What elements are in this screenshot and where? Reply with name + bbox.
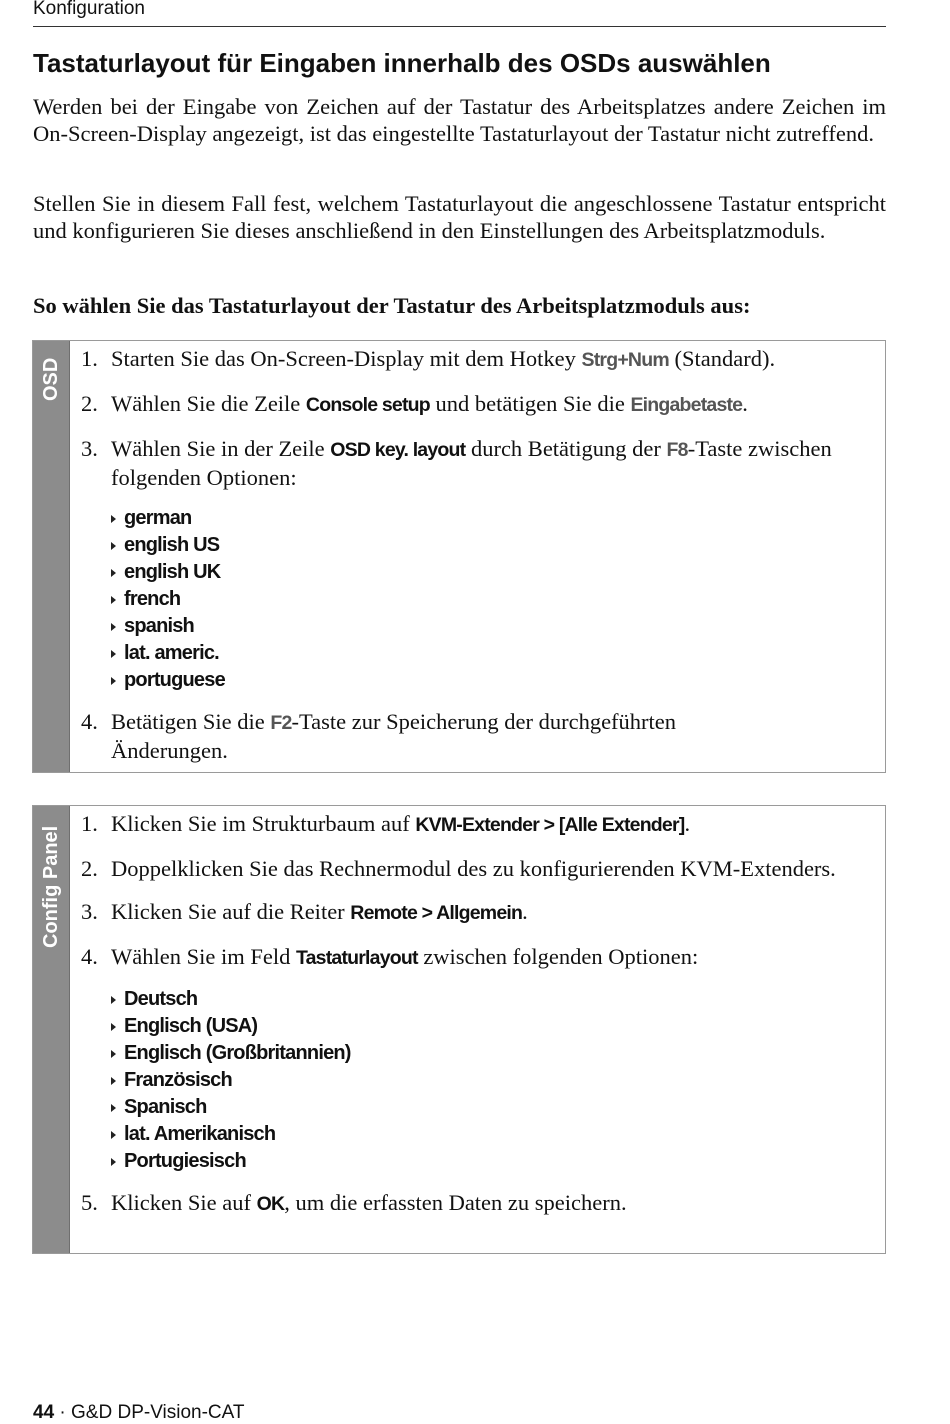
list-item: Portugiesisch <box>111 1148 871 1175</box>
osd-side-tab <box>33 341 70 772</box>
list-item: spanish <box>111 613 871 640</box>
config-step-3: 3. Klicken Sie auf die Reiter Remote > Allgemein. <box>81 899 528 924</box>
config-step-1: 1. Klicken Sie im Strukturbaum auf KVM-Extender > [Alle Extender]. <box>81 811 691 836</box>
osd-procedure-box <box>32 340 886 773</box>
config-layout-options <box>111 986 871 1175</box>
osd-side-label: OSD <box>40 357 62 401</box>
key-term: Eingabetaste <box>630 394 743 416</box>
intro-paragraph-2: Stellen Sie in diesem Fall fest, welchem Tastaturlayout die angeschlossene Tastatur entspricht und konfigurieren Sie dieses anschließend in den Einstellungen des Arbeitsplatzmoduls. <box>33 191 886 243</box>
config-panel-side-tab <box>33 806 70 1253</box>
triangle-bullet-icon <box>111 650 116 658</box>
field-term: Tastaturlayout <box>295 947 418 969</box>
triangle-bullet-icon <box>111 1050 116 1058</box>
page-footer <box>33 1402 245 1424</box>
list-item: german <box>111 505 871 532</box>
list-item: english US <box>111 532 871 559</box>
config-step-5: 5. Klicken Sie auf OK, um die erfassten Daten zu speichern. <box>81 1190 627 1215</box>
step-number: 4. <box>81 944 98 969</box>
step-number: 3. <box>81 436 98 461</box>
key-term: F8 <box>666 439 688 461</box>
config-panel-side-label: Config Panel <box>40 825 62 948</box>
config-step-2: 2. Doppelklicken Sie das Rechnermodul des zu konfigurierenden KVM-Extenders. <box>81 856 836 881</box>
list-item: french <box>111 586 871 613</box>
list-item: Englisch (Großbritannien) <box>111 1040 871 1067</box>
key-term: F2 <box>270 712 292 734</box>
section-title: Tastaturlayout für Eingaben innerhalb des OSDs auswählen <box>33 48 771 78</box>
step-number: 2. <box>81 856 98 881</box>
step-number: 1. <box>81 811 98 836</box>
triangle-bullet-icon <box>111 596 116 604</box>
triangle-bullet-icon <box>111 1158 116 1166</box>
triangle-bullet-icon <box>111 677 116 685</box>
triangle-bullet-icon <box>111 1131 116 1139</box>
config-panel-steps <box>81 810 871 1234</box>
osd-step-3: 3. Wählen Sie in der Zeile OSD key. layout durch Betätigung der F8-Taste zwischen folgenden Optionen: <box>81 436 832 490</box>
triangle-bullet-icon <box>111 623 116 631</box>
osd-step-4: 4. Betätigen Sie die F2-Taste zur Speicherung der durchgeführten Änderungen. <box>81 709 677 763</box>
list-item: lat. americ. <box>111 640 871 667</box>
triangle-bullet-icon <box>111 542 116 550</box>
triangle-bullet-icon <box>111 1023 116 1031</box>
procedure-lead: So wählen Sie das Tastaturlayout der Tastatur des Arbeitsplatzmoduls aus: <box>33 293 751 318</box>
page-number: 44 <box>33 1402 55 1423</box>
product-name: G&D DP-Vision-CAT <box>71 1402 245 1423</box>
osd-step-2: 2. Wählen Sie die Zeile Console setup und betätigen Sie die Eingabetaste. <box>81 391 748 416</box>
triangle-bullet-icon <box>111 1077 116 1085</box>
osd-steps <box>81 345 871 780</box>
list-item: english UK <box>111 559 871 586</box>
header-rule <box>33 26 886 27</box>
osd-layout-options <box>111 505 871 694</box>
menu-term: Console setup <box>305 394 430 416</box>
triangle-bullet-icon <box>111 1104 116 1112</box>
step-number: 4. <box>81 709 98 734</box>
footer-separator: · <box>54 1402 72 1423</box>
step-number: 2. <box>81 391 98 416</box>
config-panel-procedure-box <box>32 805 886 1254</box>
osd-step-1: 1. Starten Sie das On-Screen-Display mit dem Hotkey Strg+Num (Standard). <box>81 346 776 371</box>
running-header: Konfiguration <box>33 0 145 19</box>
intro-paragraph-1: Werden bei der Eingabe von Zeichen auf der Tastatur des Arbeitsplatzes andere Zeichen im On-Screen-Display angezeigt, ist das eingestellte Tastaturlayout der Tastatur nicht zutreffend. <box>33 94 886 146</box>
config-step-4: 4. Wählen Sie im Feld Tastaturlayout zwischen folgenden Optionen: <box>81 944 699 969</box>
list-item: lat. Amerikanisch <box>111 1121 871 1148</box>
hotkey: Strg+Num <box>581 349 669 371</box>
step-number: 5. <box>81 1190 98 1215</box>
list-item: Deutsch <box>111 986 871 1013</box>
menu-term: KVM-Extender > [Alle Extender] <box>415 814 685 836</box>
triangle-bullet-icon <box>111 515 116 523</box>
menu-term: OSD key. layout <box>330 439 466 461</box>
list-item: portuguese <box>111 667 871 694</box>
list-item: Englisch (USA) <box>111 1013 871 1040</box>
step-number: 3. <box>81 899 98 924</box>
triangle-bullet-icon <box>111 996 116 1004</box>
button-term: OK <box>256 1193 285 1215</box>
menu-term: Remote > Allgemein <box>350 902 523 924</box>
step-number: 1. <box>81 346 98 371</box>
triangle-bullet-icon <box>111 569 116 577</box>
list-item: Spanisch <box>111 1094 871 1121</box>
list-item: Französisch <box>111 1067 871 1094</box>
